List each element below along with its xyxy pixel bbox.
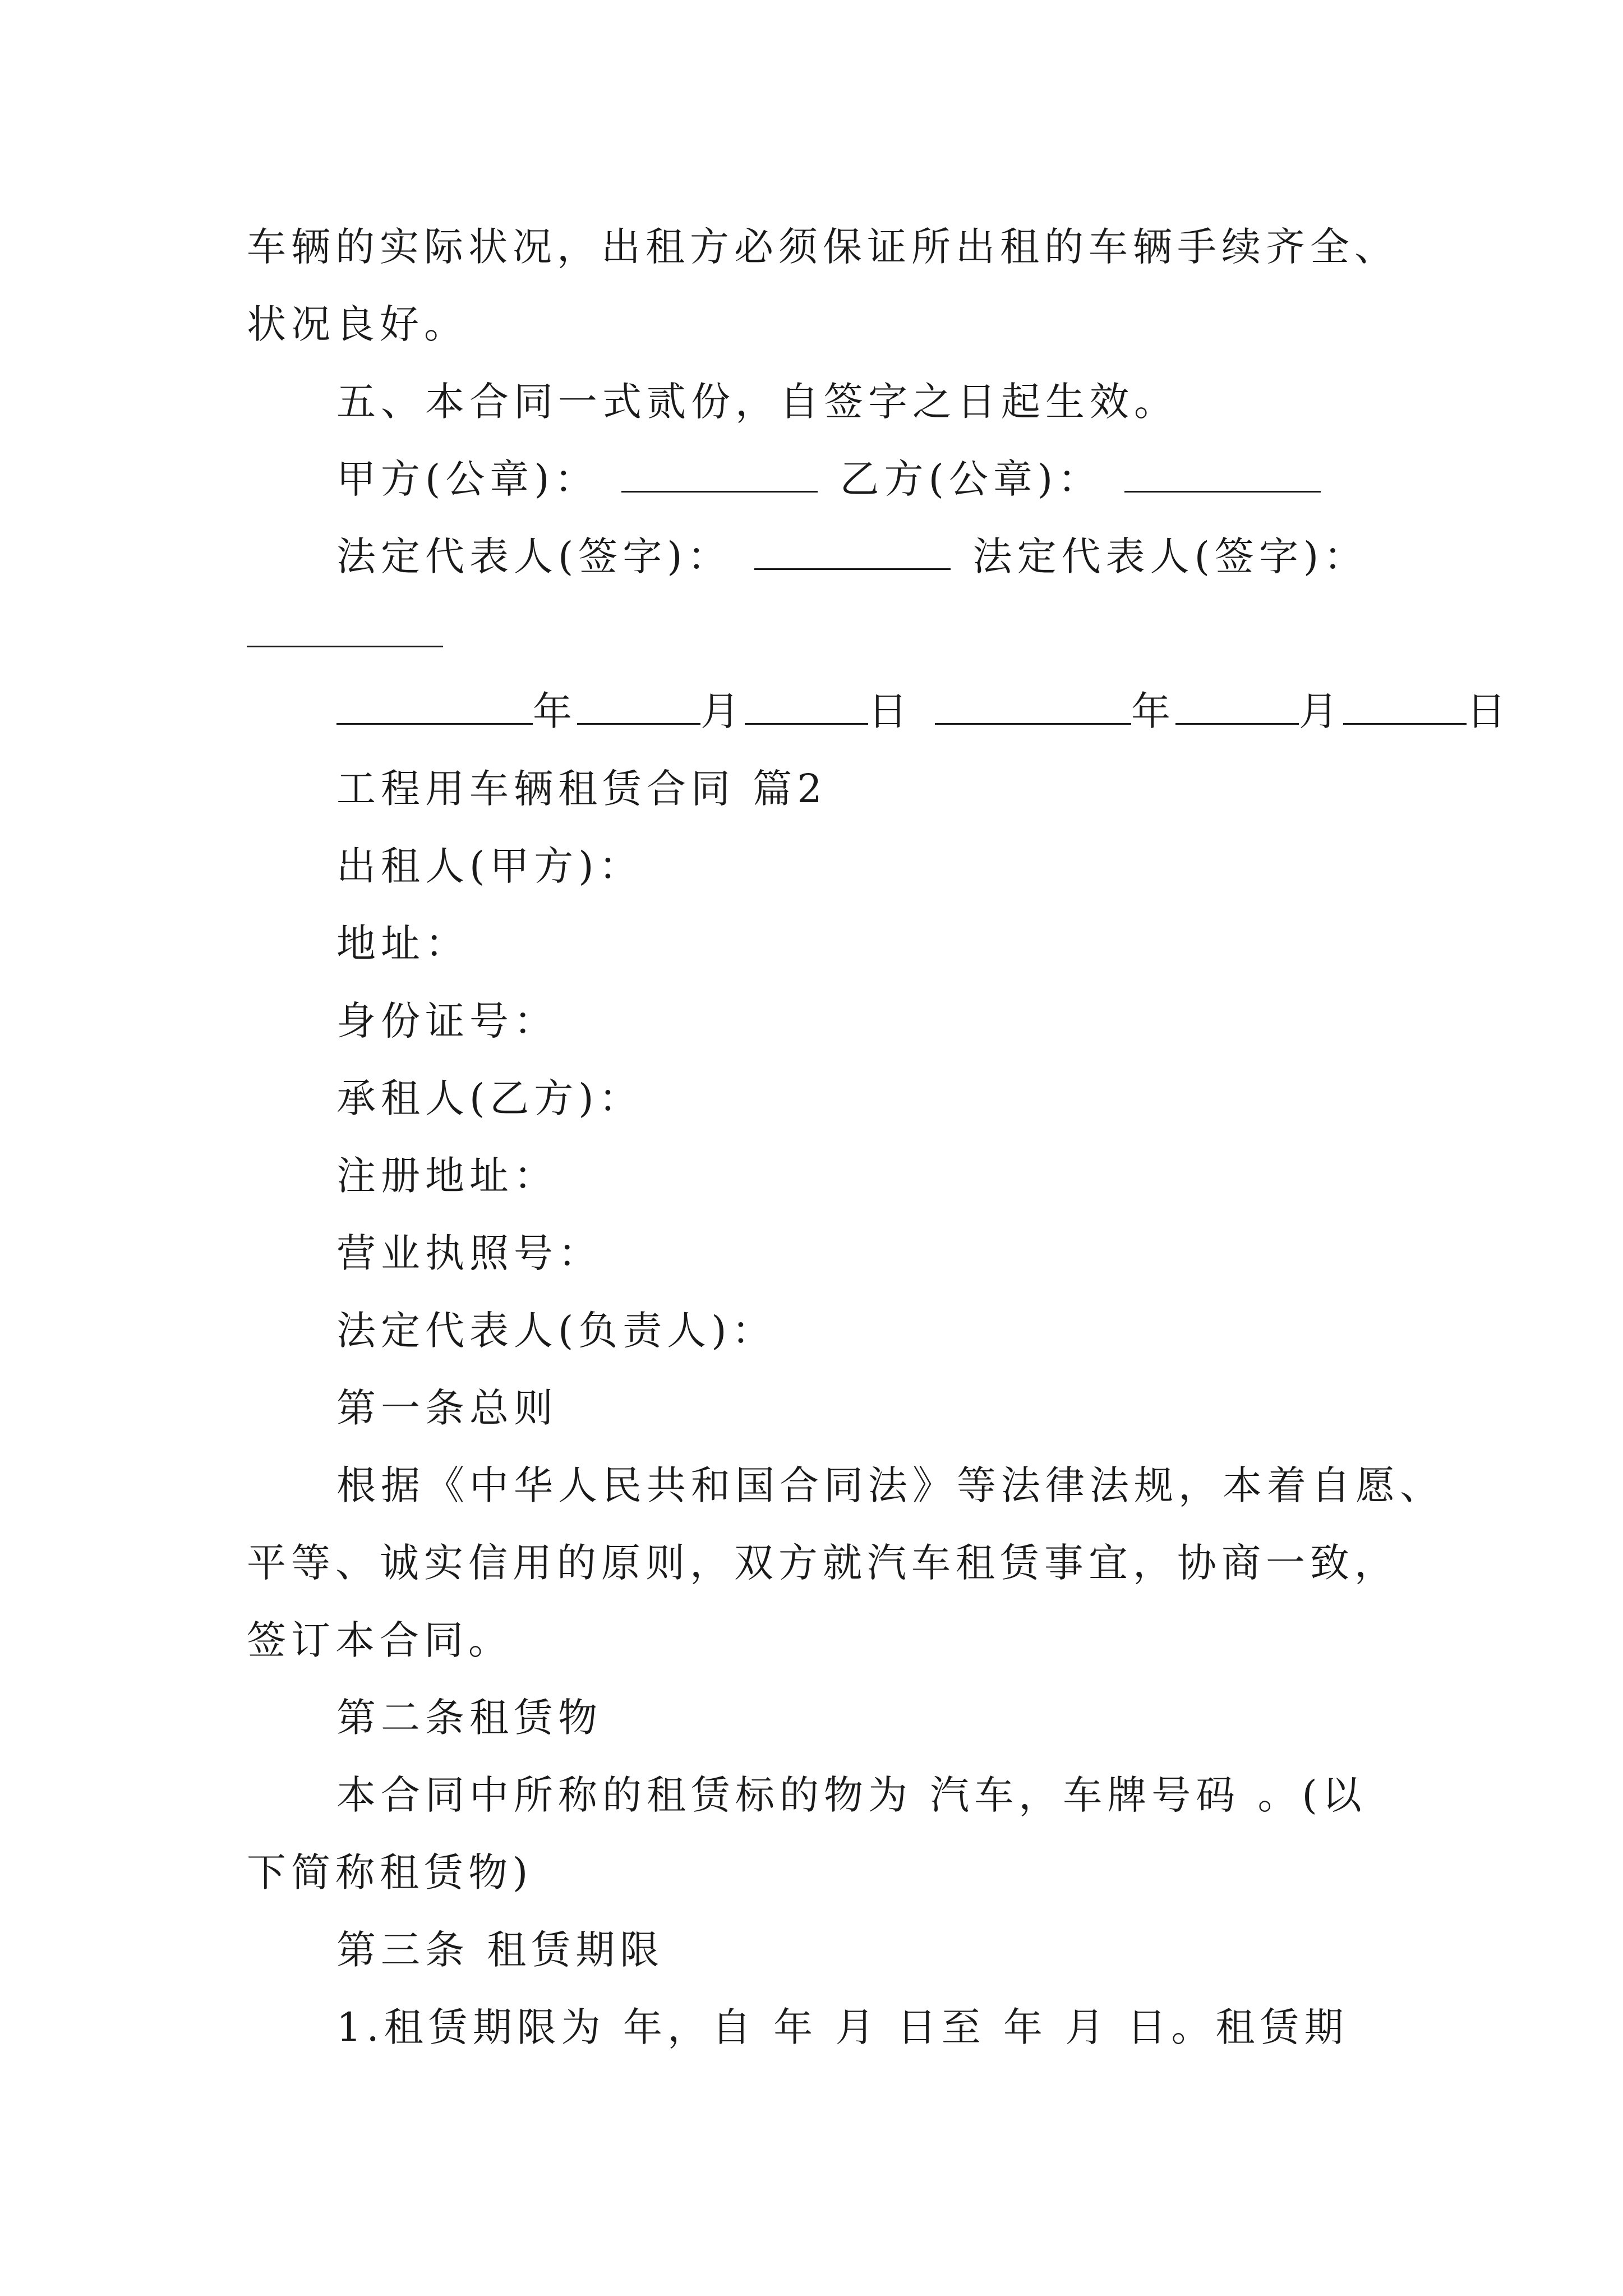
rep-b-label: 法定代表人(签字)： xyxy=(972,533,1368,579)
date-b-day: 日 xyxy=(1467,688,1511,734)
date-a-year: 年 xyxy=(533,688,577,734)
date-b-day-blank[interactable] xyxy=(1343,688,1467,725)
article-two-title: 第二条租赁物 xyxy=(336,1695,602,1741)
party-b-seal-label: 乙方(公章)： xyxy=(840,456,1103,502)
paragraph-line: 本合同中所称的租赁标的物为 汽车，车牌号码 。(以 xyxy=(336,1772,1367,1818)
party-a-seal-label: 甲方(公章)： xyxy=(336,456,599,502)
rep-b-blank[interactable] xyxy=(247,611,443,647)
party-b-seal-blank[interactable] xyxy=(1124,456,1321,493)
lessee-label: 承租人(乙方)： xyxy=(336,1075,643,1121)
paragraph-line: 签订本合同。 xyxy=(247,1617,513,1663)
date-a-month: 月 xyxy=(700,688,745,734)
signature-seal-row xyxy=(336,451,1343,507)
paragraph-line: 1.租赁期限为 年，自 年 月 日至 年 月 日。租赁期 xyxy=(336,2004,1349,2050)
paragraph-line: 平等、诚实信用的原则，双方就汽车租赁事宜，协商一致， xyxy=(247,1540,1399,1586)
id-number-label: 身份证号： xyxy=(336,998,558,1044)
date-a-month-blank[interactable] xyxy=(577,688,700,725)
date-a-day-blank[interactable] xyxy=(745,688,868,725)
section-title: 工程用车辆租赁合同 篇2 xyxy=(336,766,827,812)
party-a-seal-blank[interactable] xyxy=(621,456,818,493)
rep-a-blank[interactable] xyxy=(754,533,951,570)
article-three-title: 第三条 租赁期限 xyxy=(336,1927,665,1973)
paragraph-line: 状况良好。 xyxy=(247,301,468,347)
paragraph-line: 根据《中华人民共和国合同法》等法律法规，本着自愿、 xyxy=(336,1462,1444,1508)
date-b-month-blank[interactable] xyxy=(1175,688,1299,725)
address-label: 地址： xyxy=(336,921,469,967)
paragraph-line: 车辆的实际状况，出租方必须保证所出租的车辆手续齐全、 xyxy=(247,224,1399,270)
rep-b-blank-row xyxy=(247,606,443,662)
clause-five: 五、本合同一式贰份，自签字之日起生效。 xyxy=(336,379,1178,425)
signature-rep-row xyxy=(336,528,1368,585)
article-one-title: 第一条总则 xyxy=(336,1385,558,1431)
lessor-label: 出租人(甲方)： xyxy=(336,843,643,889)
date-b-month: 月 xyxy=(1299,688,1343,734)
paragraph-line: 下简称租赁物) xyxy=(247,1849,533,1895)
license-label: 营业执照号： xyxy=(336,1230,602,1276)
date-a-year-blank[interactable] xyxy=(336,688,533,725)
reg-address-label: 注册地址： xyxy=(336,1153,558,1199)
rep-a-label: 法定代表人(签字)： xyxy=(336,533,732,579)
date-a-day: 日 xyxy=(868,688,912,734)
date-row xyxy=(336,683,1511,739)
legal-rep-label: 法定代表人(负责人)： xyxy=(336,1308,776,1354)
date-b-year-blank[interactable] xyxy=(935,688,1131,725)
date-b-year: 年 xyxy=(1131,688,1175,734)
